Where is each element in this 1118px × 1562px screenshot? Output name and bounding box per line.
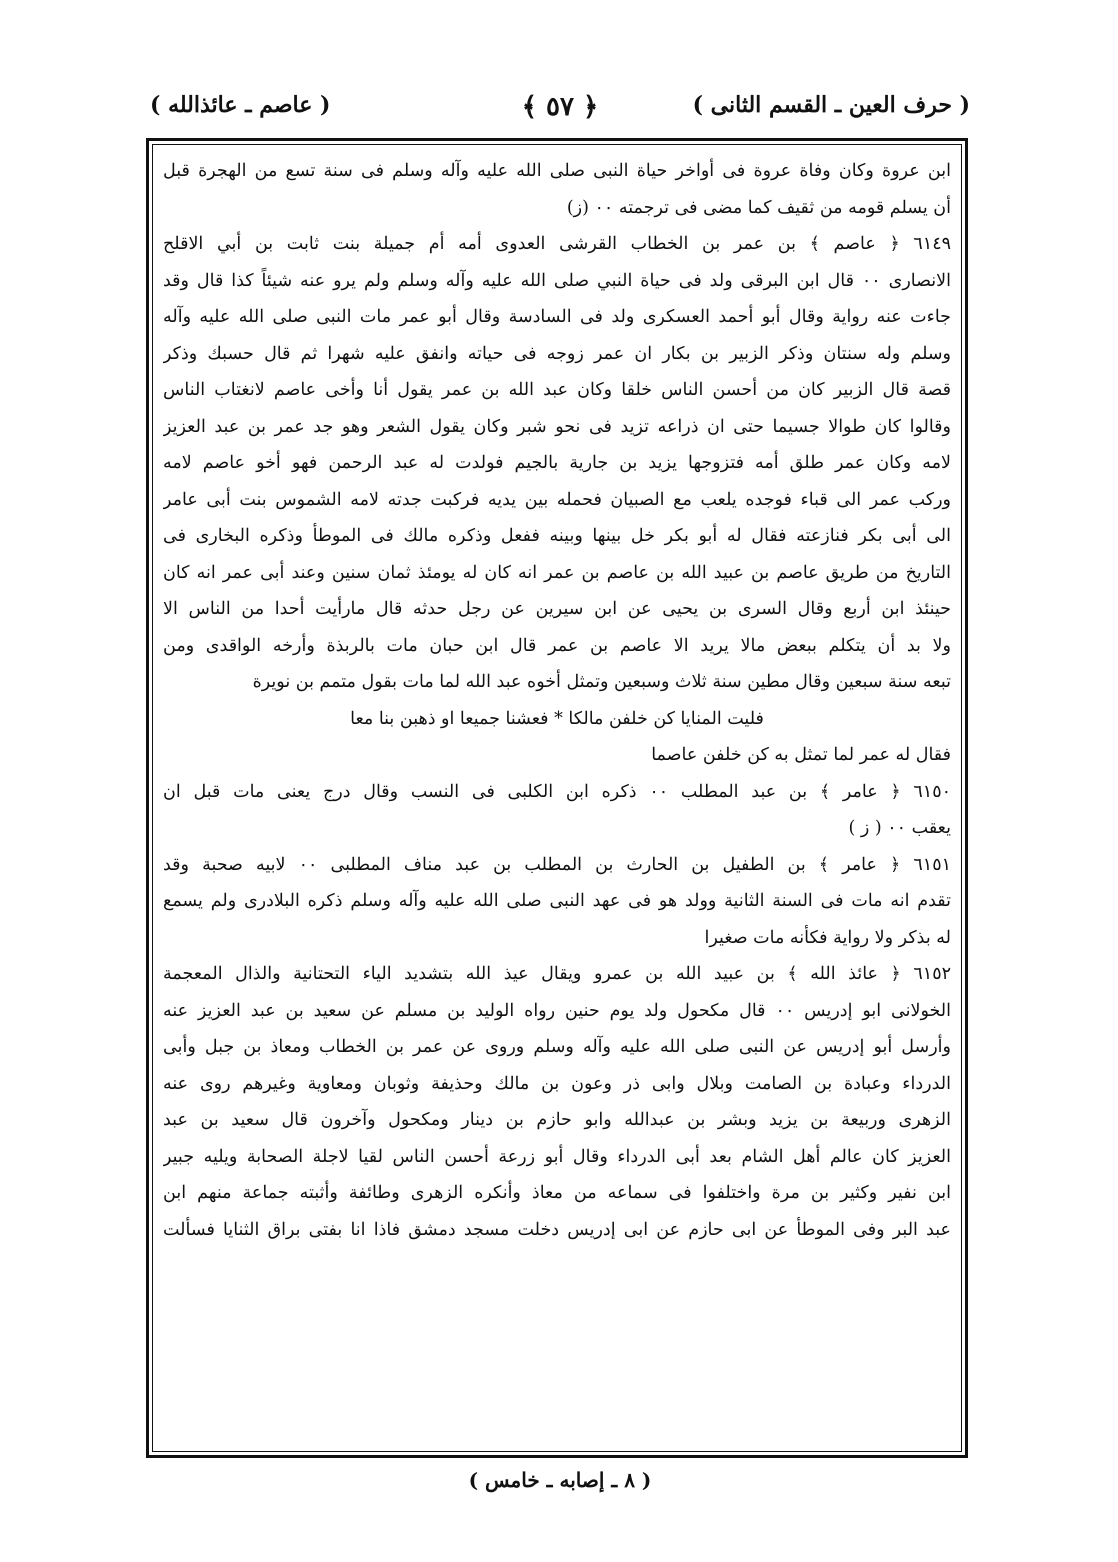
text-frame: [146, 138, 968, 1458]
entry-6152-line: ٦١٥٢ ﴿ عائذ الله ﴾ بن عبيد الله بن عمرو ويقال عيذ الله بتشديد الياء التحتانية والذال المعجمة: [163, 964, 951, 984]
text-line: تقدم انه مات فى السنة الثانية وولد هو فى عهد النبى صلى الله عليه وآله وسلم ذكره البلادرى ولم يسمع: [163, 891, 951, 911]
signature-mark: ( ٨ ـ إصابه ـ خامس ): [468, 1468, 652, 1492]
text-line: تبعه سنة سبعين وقال مطين سنة ثلاث وسبعين وتمثل أخوه عبد الله لما مات بقول متمم بن نويرة: [252, 672, 951, 692]
text-frame-inner: [152, 144, 962, 1452]
text-line: حينئذ ابن أربع وقال السرى بن يحيى عن ابن سيرين عن رجل حدثه قال مارأيت أحدا من الناس الا: [163, 599, 951, 619]
entry-6150-line: ٦١٥٠ ﴿ عامر ﴾ بن عبد المطلب ٠٠ ذكره ابن الكلبى فى النسب وقال درج يعنى مات قبل ان: [163, 781, 951, 802]
text-line: فقال له عمر لما تمثل به كن خلفن عاصما: [651, 745, 951, 765]
text-line: التاريخ من طريق عاصم بن عبيد الله بن عاصم بن عمر انه كان له يومئذ ثمان سنين وعند أبى عمر انه كان: [163, 562, 951, 583]
text-line: ابن عروة وكان وفاة عروة فى أواخر حياة النبى صلى الله عليه وآله وسلم فى سنة تسع من الهجرة قبل: [163, 161, 951, 181]
text-line: الخولانى ابو إدريس ٠٠ قال مكحول ولد يوم حنين رواه الوليد بن مسلم عن سعيد بن عبد العزيز عنه: [163, 1000, 951, 1021]
text-line: أن يسلم قومه من ثقيف كما مضى فى ترجمته ٠٠ (ز): [566, 197, 951, 218]
text-line: الدرداء وعبادة بن الصامت وبلال وابى ذر وعون بن مالك وحذيفة وثوبان ومعاوية وغيرهم روى عنه: [163, 1073, 951, 1094]
text-line: الى أبى بكر فنازعته فقال له أبو بكر خل بينها وبينه ففعل وذكره مالك فى الموطأ وذكره البخارى فى: [163, 526, 951, 546]
text-line: عبد البر وفى الموطأ عن ابى حازم عن ابى إدريس دخلت مسجد دمشق فاذا انا بفتى براق الثنايا فسألت: [163, 1219, 951, 1240]
running-head-left: ( عاصم ـ عائذالله ): [150, 92, 331, 118]
main-text: [163, 153, 951, 1248]
text-line: العزيز كان عالم أهل الشام بعد أبى الدرداء وقال أبو زرعة أحسن الناس لقيا لاجلة الصحابة ويليه جبير: [163, 1146, 951, 1167]
page-number: ﴿ ٥٧ ﴾: [521, 92, 599, 122]
text-line: قصة قال الزبير كان من أحسن الناس خلقا وكان عبد الله بن عمر يقول أنا وأخى عاصم لانغتاب الناس: [163, 380, 951, 400]
poetry-verse: فليت المنايا كن خلفن مالكا * فعشنا جميعا او ذهبن بنا معا: [350, 708, 764, 729]
entry-6149-line: ٦١٤٩ ﴿ عاصم ﴾ بن عمر بن الخطاب القرشى العدوى أمه أم جميلة بنت ثابت بن أبي الاقلح: [163, 234, 951, 254]
text-line: وركب عمر الى قباء فوجده يلعب مع الصبيان فحمله بين يديه فركبت جدته لامه الشموس بنت أبى عامر: [163, 489, 951, 510]
text-line: لامه وكان عمر طلق أمه فتزوجها يزيد بن جارية بالجيم فولدت له عبد الرحمن فهو أخو عاصم لامه: [163, 453, 951, 473]
text-line: وقالوا كان طوالا جسيما حتى ان ذراعه تزيد فى نحو شبر وكان يقول الشعر وهو جد عمر بن عبد العزيز: [163, 416, 951, 437]
text-line: جاءت عنه رواية وقال أبو أحمد العسكرى ولد فى السادسة وقال أبو عمر مات النبى صلى الله عليه وآله: [163, 307, 951, 327]
text-line: وأرسل أبو إدريس عن النبى صلى الله عليه وآله وسلم وروى عن عمر بن الخطاب ومعاذ بن جبل وأبى: [163, 1037, 951, 1057]
text-line: وسلم وله سنتان وذكر الزبير بن بكار ان عمر زوجه فى حياته وانفق عليه شهرا ثم قال حسبك وذكر: [163, 343, 951, 364]
text-line: ولا بد أن يتكلم ببعض مالا يريد الا عاصم بن عمر قال ابن حبان مات بالربذة وأرخه الواقدى ومن: [163, 635, 951, 656]
text-line: له بذكر ولا رواية فكأنه مات صغيرا: [704, 927, 951, 948]
text-line: الانصارى ٠٠ قال ابن البرقى ولد فى حياة النبي صلى الله عليه وآله وسلم ولم يرو عنه شيئاً كذا قال وقد: [163, 270, 951, 291]
entry-6151-line: ٦١٥١ ﴿ عامر ﴾ بن الطفيل بن الحارث بن المطلب بن عبد مناف المطلبى ٠٠ لابيه صحبة وقد: [163, 854, 951, 875]
text-line: يعقب ٠٠ ( ز ): [848, 818, 951, 838]
text-line: ابن نفير وكثير بن مرة واختلفوا فى سماعه من معاذ وأنكره الزهرى وطائفة وأثبته جماعة منهم ابن: [163, 1183, 951, 1203]
page-header: [150, 88, 970, 134]
running-head-right: ( حرف العين ـ القسم الثانى ): [692, 92, 970, 118]
text-line: الزهرى وربيعة بن يزيد وبشر بن عبدالله وابو حازم بن دينار ومكحول وآخرون قال سعيد بن عبد: [163, 1110, 951, 1130]
